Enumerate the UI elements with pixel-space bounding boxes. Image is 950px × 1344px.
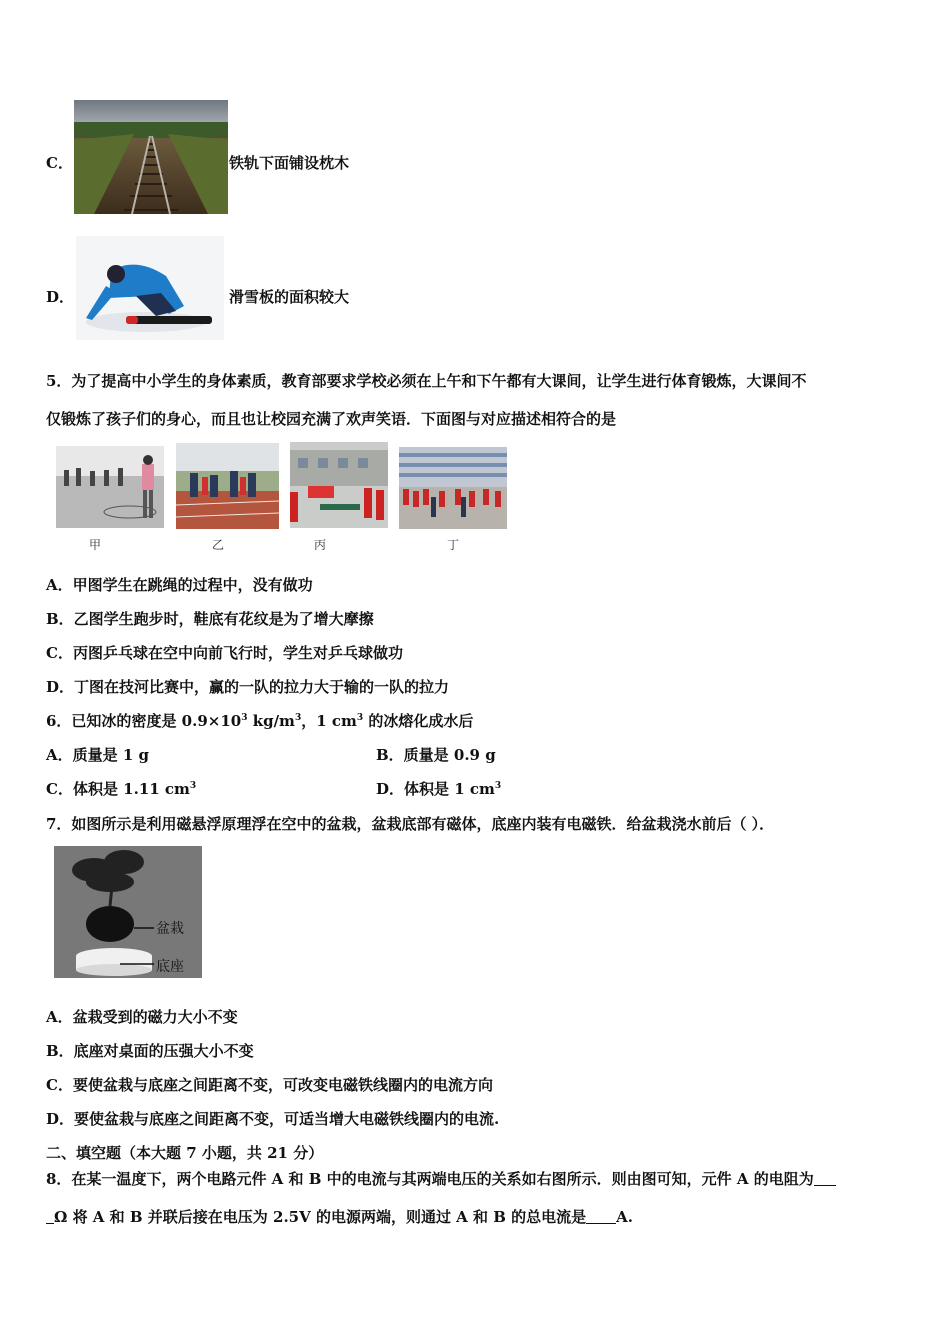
label-pot: 盆栽 — [156, 921, 184, 937]
q5-option-b: B．乙图学生跑步时，鞋底有花纹是为了增大摩擦 — [46, 610, 374, 628]
caption-yi: 乙 — [212, 538, 225, 552]
caption-bing: 丙 — [314, 538, 327, 552]
q5-option-a: A．甲图学生在跳绳的过程中，没有做功 — [46, 576, 313, 594]
q6-option-b: B．质量是 0.9 g — [376, 746, 496, 764]
photo-jia-jump-rope — [56, 446, 164, 528]
maglev-plant-image — [54, 846, 202, 978]
q6-option-d: D．体积是 1 $cm^3$ — [376, 780, 502, 798]
q7-option-c: C．要使盆栽与底座之间距离不变，可改变电磁铁线圈内的电流方向 — [46, 1076, 493, 1094]
q7-stem: 7．如图所示是利用磁悬浮原理浮在空中的盆栽，盆栽底部有磁体，底座内装有电磁铁．给盆栽浇水前后（ ）． — [46, 815, 775, 833]
section-title: 二、填空题（本大题 7 小题，共 21 分） — [46, 1144, 324, 1162]
caption-jia: 甲 — [89, 538, 102, 552]
photo-ding-tug-of-war — [399, 447, 507, 529]
photo-yi-running — [176, 443, 279, 529]
option-c-text: 铁轨下面铺设枕木 — [229, 154, 350, 172]
q5-option-c: C．丙图乒乓球在空中向前飞行时，学生对乒乓球做功 — [46, 644, 403, 662]
q8-stem-line2: Ω 将 A 和 B 并联后接在电压为 2.5V 的电源两端，则通过 A 和 B 的总电流是 A. — [46, 1206, 633, 1227]
q7-option-a: A．盆栽受到的磁力大小不变 — [46, 1008, 238, 1026]
q5-stem-line1: 5．为了提高中小学生的身体素质，教育部要求学校必须在上午和下午都有大课间，让学生进行体育锻炼，大课间不 — [46, 372, 807, 390]
q5-option-d: D．丁图在技河比赛中，赢的一队的拉力大于输的一队的拉力 — [46, 678, 450, 696]
snowboarder-image — [76, 236, 224, 340]
option-c-label: C． — [46, 154, 73, 172]
q6-stem: 6．已知冰的密度是 $0.9\times 10^3$ $kg/m^3$，1 $cm^3$ 的冰熔化成水后 — [46, 712, 474, 730]
q7-option-d: D．要使盆栽与底座之间距离不变，可适当增大电磁铁线圈内的电流. — [46, 1110, 500, 1128]
q6-option-c: C．体积是 1.11 $cm^3$ — [46, 780, 197, 798]
q6-option-a: A．质量是 1 g — [46, 746, 150, 764]
caption-ding: 丁 — [447, 538, 460, 552]
photo-bing-table-tennis — [290, 442, 388, 528]
railway-track-image — [74, 100, 228, 214]
q5-stem-line2: 仅锻炼了孩子们的身心，而且也让校园充满了欢声笑语．下面图与对应描述相符合的是 — [46, 410, 617, 428]
q8-stem-line1: 8．在某一温度下，两个电路元件 A 和 B 中的电流与其两端电压的关系如右图所示．则由图可知，元件 A 的电阻为 — [46, 1168, 836, 1189]
label-base: 底座 — [156, 959, 184, 975]
option-d-text: 滑雪板的面积较大 — [229, 288, 350, 306]
option-d-label: D． — [46, 288, 75, 306]
q7-option-b: B．底座对桌面的压强大小不变 — [46, 1042, 254, 1060]
